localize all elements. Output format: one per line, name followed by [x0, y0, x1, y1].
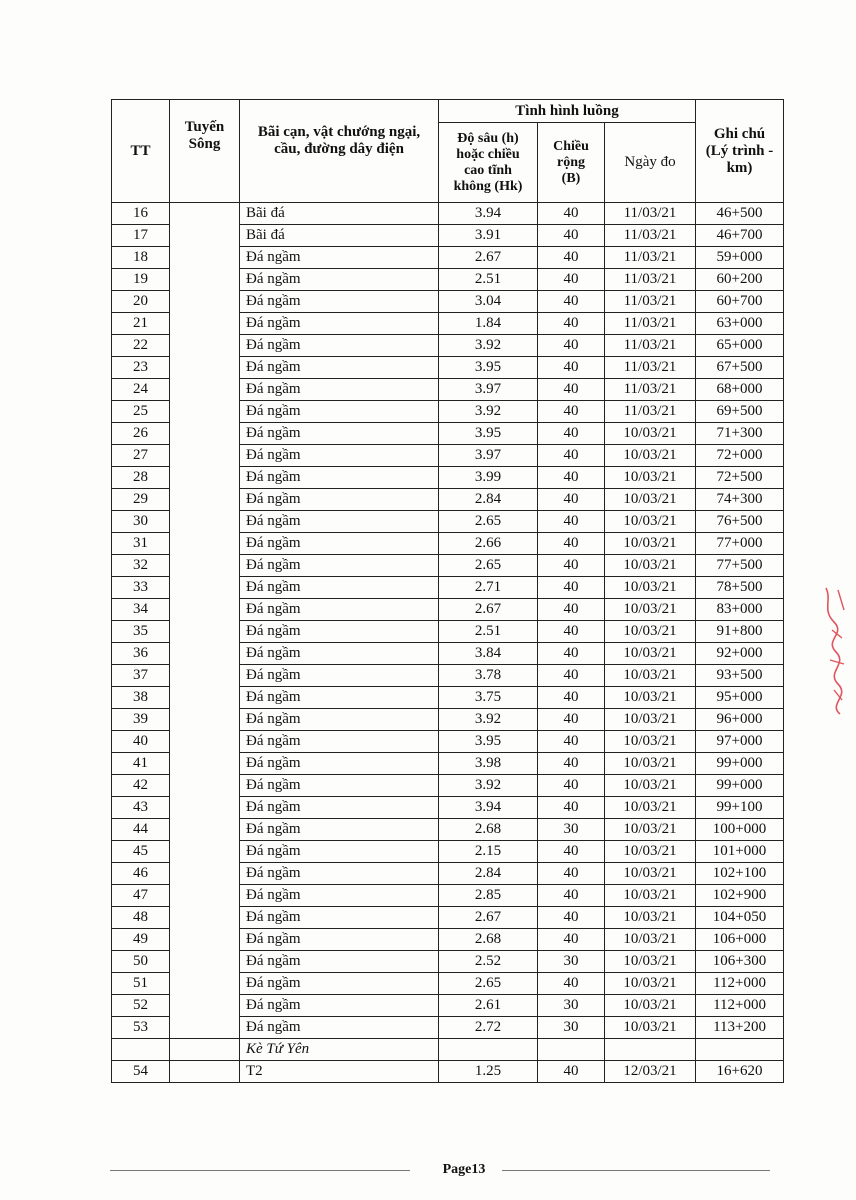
cell-date: 10/03/21: [605, 775, 696, 797]
cell-depth: 2.85: [439, 885, 538, 907]
cell-date: 10/03/21: [605, 951, 696, 973]
cell-date: 11/03/21: [605, 357, 696, 379]
cell-tt: 48: [112, 907, 170, 929]
cell-km: 78+500: [696, 577, 784, 599]
cell-name: T2: [240, 1061, 439, 1083]
cell-depth: 3.95: [439, 357, 538, 379]
cell-depth: 2.72: [439, 1017, 538, 1039]
cell-km: 106+000: [696, 929, 784, 951]
cell-name: Đá ngầm: [240, 687, 439, 709]
cell-tt: 18: [112, 247, 170, 269]
cell-depth: 2.52: [439, 951, 538, 973]
cell-km: 97+000: [696, 731, 784, 753]
cell-km: 101+000: [696, 841, 784, 863]
cell-date: 11/03/21: [605, 313, 696, 335]
cell-tt: 45: [112, 841, 170, 863]
cell-width: 40: [538, 291, 605, 313]
cell-depth: 2.84: [439, 489, 538, 511]
cell-depth: 3.92: [439, 775, 538, 797]
header-bai-can: Bãi cạn, vật chướng ngại, cầu, đường dây điện: [240, 100, 439, 203]
cell-date: 10/03/21: [605, 423, 696, 445]
cell-width: 40: [538, 775, 605, 797]
table-row: [112, 1061, 784, 1083]
cell-date: 10/03/21: [605, 599, 696, 621]
cell-width: 40: [538, 203, 605, 225]
cell-name: Đá ngầm: [240, 819, 439, 841]
cell-km: 99+000: [696, 775, 784, 797]
cell-name: Đá ngầm: [240, 731, 439, 753]
cell-km: 96+000: [696, 709, 784, 731]
cell-date: 10/03/21: [605, 489, 696, 511]
cell-tt: 30: [112, 511, 170, 533]
cell-width: 30: [538, 819, 605, 841]
cell-name: Đá ngầm: [240, 951, 439, 973]
section-label: Kè Tứ Yên: [240, 1039, 439, 1061]
cell-tt: 46: [112, 863, 170, 885]
cell-width: 40: [538, 797, 605, 819]
cell-width: 40: [538, 665, 605, 687]
cell-km: 72+500: [696, 467, 784, 489]
empty-cell: [696, 1039, 784, 1061]
cell-tt: 24: [112, 379, 170, 401]
cell-date: 11/03/21: [605, 247, 696, 269]
cell-name: Đá ngầm: [240, 709, 439, 731]
cell-depth: 3.99: [439, 467, 538, 489]
cell-km: 112+000: [696, 995, 784, 1017]
cell-date: 10/03/21: [605, 841, 696, 863]
cell-km: 112+000: [696, 973, 784, 995]
cell-date: 10/03/21: [605, 929, 696, 951]
cell-date: 10/03/21: [605, 819, 696, 841]
cell-tt: 38: [112, 687, 170, 709]
cell-width: 40: [538, 445, 605, 467]
cell-name: Đá ngầm: [240, 797, 439, 819]
cell-date: 10/03/21: [605, 687, 696, 709]
footer-divider-right: [502, 1170, 770, 1171]
cell-km: 91+800: [696, 621, 784, 643]
cell-tt: 37: [112, 665, 170, 687]
header-tt: TT: [112, 100, 170, 203]
cell-km: 93+500: [696, 665, 784, 687]
cell-name: Đá ngầm: [240, 445, 439, 467]
cell-width: 40: [538, 599, 605, 621]
cell-name: Đá ngầm: [240, 973, 439, 995]
cell-name: Đá ngầm: [240, 665, 439, 687]
cell-km: 74+300: [696, 489, 784, 511]
cell-tt: 41: [112, 753, 170, 775]
cell-width: 40: [538, 247, 605, 269]
cell-km: 102+900: [696, 885, 784, 907]
cell-width: 40: [538, 1061, 605, 1083]
cell-date: 10/03/21: [605, 621, 696, 643]
cell-width: 40: [538, 269, 605, 291]
cell-width: 30: [538, 951, 605, 973]
cell-tt: 25: [112, 401, 170, 423]
cell-depth: 1.25: [439, 1061, 538, 1083]
river-status-table-container: [111, 99, 783, 1083]
cell-name: Đá ngầm: [240, 863, 439, 885]
cell-depth: 2.65: [439, 555, 538, 577]
cell-tt: 49: [112, 929, 170, 951]
cell-depth: 2.71: [439, 577, 538, 599]
cell-width: 40: [538, 555, 605, 577]
cell-width: 40: [538, 511, 605, 533]
cell-tt: 27: [112, 445, 170, 467]
header-tinh-hinh-luong: Tình hình luồng: [439, 100, 696, 123]
cell-name: Đá ngầm: [240, 291, 439, 313]
cell-depth: 3.97: [439, 379, 538, 401]
cell-date: 10/03/21: [605, 973, 696, 995]
cell-width: 40: [538, 577, 605, 599]
cell-depth: 3.92: [439, 401, 538, 423]
empty-cell: [439, 1039, 538, 1061]
cell-km: 59+000: [696, 247, 784, 269]
cell-name: Đá ngầm: [240, 775, 439, 797]
page-number: Page13: [442, 1162, 486, 1177]
cell-date: 10/03/21: [605, 467, 696, 489]
cell-tt: 28: [112, 467, 170, 489]
empty-cell: [170, 1039, 240, 1061]
cell-depth: 2.68: [439, 929, 538, 951]
cell-name: Đá ngầm: [240, 841, 439, 863]
cell-km: 104+050: [696, 907, 784, 929]
cell-km: 63+000: [696, 313, 784, 335]
cell-tt: 40: [112, 731, 170, 753]
cell-km: 46+700: [696, 225, 784, 247]
cell-tt: 20: [112, 291, 170, 313]
cell-km: 60+700: [696, 291, 784, 313]
cell-tt: 23: [112, 357, 170, 379]
cell-name: Đá ngầm: [240, 907, 439, 929]
cell-km: 106+300: [696, 951, 784, 973]
cell-name: Đá ngầm: [240, 885, 439, 907]
cell-depth: 2.65: [439, 973, 538, 995]
cell-date: 10/03/21: [605, 643, 696, 665]
cell-tt: 32: [112, 555, 170, 577]
cell-km: 46+500: [696, 203, 784, 225]
cell-name: Đá ngầm: [240, 555, 439, 577]
cell-name: Đá ngầm: [240, 621, 439, 643]
cell-name: Đá ngầm: [240, 467, 439, 489]
cell-width: 40: [538, 753, 605, 775]
cell-name: Đá ngầm: [240, 269, 439, 291]
cell-name: Đá ngầm: [240, 423, 439, 445]
cell-depth: 3.98: [439, 753, 538, 775]
cell-km: 16+620: [696, 1061, 784, 1083]
cell-date: 11/03/21: [605, 379, 696, 401]
cell-width: 40: [538, 357, 605, 379]
cell-width: 40: [538, 643, 605, 665]
empty-cell: [605, 1039, 696, 1061]
cell-name: Đá ngầm: [240, 1017, 439, 1039]
cell-width: 40: [538, 709, 605, 731]
cell-width: 40: [538, 489, 605, 511]
cell-tt: 51: [112, 973, 170, 995]
cell-depth: 3.04: [439, 291, 538, 313]
cell-km: 68+000: [696, 379, 784, 401]
cell-width: 40: [538, 313, 605, 335]
cell-name: Đá ngầm: [240, 313, 439, 335]
cell-km: 76+500: [696, 511, 784, 533]
cell-tt: 21: [112, 313, 170, 335]
cell-tt: 34: [112, 599, 170, 621]
table-body: [112, 203, 784, 1083]
cell-depth: 3.92: [439, 709, 538, 731]
cell-width: 40: [538, 533, 605, 555]
cell-date: 11/03/21: [605, 335, 696, 357]
header-tuyen-song: Tuyến Sông: [170, 100, 240, 203]
cell-width: 40: [538, 841, 605, 863]
cell-width: 40: [538, 863, 605, 885]
cell-width: 40: [538, 973, 605, 995]
cell-date: 10/03/21: [605, 665, 696, 687]
cell-km: 77+500: [696, 555, 784, 577]
header-chieu-rong: Chiều rộng (B): [538, 123, 605, 203]
cell-tt: 16: [112, 203, 170, 225]
cell-name: Đá ngầm: [240, 379, 439, 401]
cell-date: 10/03/21: [605, 445, 696, 467]
cell-name: Đá ngầm: [240, 401, 439, 423]
cell-tt: 50: [112, 951, 170, 973]
cell-date: 10/03/21: [605, 753, 696, 775]
cell-width: 40: [538, 401, 605, 423]
cell-width: 40: [538, 929, 605, 951]
cell-width: 30: [538, 1017, 605, 1039]
cell-date: 10/03/21: [605, 709, 696, 731]
header-do-sau: Độ sâu (h) hoặc chiều cao tĩnh không (Hk): [439, 123, 538, 203]
cell-tt: 44: [112, 819, 170, 841]
cell-date: 10/03/21: [605, 577, 696, 599]
river-status-table: [111, 99, 784, 1083]
cell-width: 40: [538, 225, 605, 247]
cell-width: 40: [538, 885, 605, 907]
empty-cell: [112, 1039, 170, 1061]
cell-km: 65+000: [696, 335, 784, 357]
cell-depth: 2.68: [439, 819, 538, 841]
cell-depth: 2.84: [439, 863, 538, 885]
footer-divider-left: [110, 1170, 410, 1171]
cell-depth: 3.95: [439, 423, 538, 445]
cell-km: 69+500: [696, 401, 784, 423]
cell-tt: 19: [112, 269, 170, 291]
cell-km: 100+000: [696, 819, 784, 841]
handwritten-signature-mark: [818, 580, 852, 720]
cell-tt: 31: [112, 533, 170, 555]
cell-date: 10/03/21: [605, 885, 696, 907]
cell-km: 72+000: [696, 445, 784, 467]
cell-date: 11/03/21: [605, 291, 696, 313]
cell-width: 40: [538, 731, 605, 753]
cell-date: 10/03/21: [605, 555, 696, 577]
page-footer: [110, 1162, 770, 1182]
cell-tt: 26: [112, 423, 170, 445]
cell-tt: 22: [112, 335, 170, 357]
cell-depth: 2.67: [439, 247, 538, 269]
cell-tt: 42: [112, 775, 170, 797]
cell-date: 10/03/21: [605, 731, 696, 753]
cell-depth: 3.97: [439, 445, 538, 467]
cell-name: Bãi đá: [240, 203, 439, 225]
cell-name: Đá ngầm: [240, 489, 439, 511]
cell-name: Đá ngầm: [240, 357, 439, 379]
cell-tt: 29: [112, 489, 170, 511]
cell-depth: 2.65: [439, 511, 538, 533]
cell-tuyen-song: [170, 203, 240, 1039]
cell-depth: 3.78: [439, 665, 538, 687]
cell-depth: 3.94: [439, 203, 538, 225]
cell-name: Đá ngầm: [240, 577, 439, 599]
cell-depth: 3.75: [439, 687, 538, 709]
cell-date: 10/03/21: [605, 1017, 696, 1039]
cell-depth: 2.67: [439, 907, 538, 929]
cell-depth: 1.84: [439, 313, 538, 335]
cell-depth: 2.61: [439, 995, 538, 1017]
cell-width: 40: [538, 379, 605, 401]
cell-km: 71+300: [696, 423, 784, 445]
header-ngay-do: Ngày đo: [605, 123, 696, 203]
cell-date: 10/03/21: [605, 797, 696, 819]
cell-depth: 2.51: [439, 621, 538, 643]
cell-date: 10/03/21: [605, 533, 696, 555]
cell-tt: 39: [112, 709, 170, 731]
cell-tt: 43: [112, 797, 170, 819]
cell-tt: 52: [112, 995, 170, 1017]
cell-date: 12/03/21: [605, 1061, 696, 1083]
cell-width: 40: [538, 423, 605, 445]
cell-depth: 2.51: [439, 269, 538, 291]
cell-name: Đá ngầm: [240, 599, 439, 621]
header-ghi-chu: Ghi chú (Lý trình - km): [696, 100, 784, 203]
cell-km: 60+200: [696, 269, 784, 291]
cell-km: 99+100: [696, 797, 784, 819]
cell-tt: 54: [112, 1061, 170, 1083]
table-header: [112, 100, 784, 203]
cell-name: Đá ngầm: [240, 247, 439, 269]
cell-km: 83+000: [696, 599, 784, 621]
cell-tt: 33: [112, 577, 170, 599]
cell-depth: 3.92: [439, 335, 538, 357]
cell-tt: 17: [112, 225, 170, 247]
cell-depth: 2.67: [439, 599, 538, 621]
cell-width: 40: [538, 335, 605, 357]
cell-km: 92+000: [696, 643, 784, 665]
cell-name: Đá ngầm: [240, 753, 439, 775]
cell-date: 11/03/21: [605, 269, 696, 291]
cell-name: Đá ngầm: [240, 511, 439, 533]
cell-depth: 2.15: [439, 841, 538, 863]
cell-tuyen-song: [170, 1061, 240, 1083]
cell-name: Bãi đá: [240, 225, 439, 247]
cell-width: 40: [538, 467, 605, 489]
table-row: [112, 203, 784, 225]
cell-km: 102+100: [696, 863, 784, 885]
cell-tt: 53: [112, 1017, 170, 1039]
cell-width: 40: [538, 687, 605, 709]
cell-tt: 36: [112, 643, 170, 665]
cell-name: Đá ngầm: [240, 643, 439, 665]
cell-name: Đá ngầm: [240, 335, 439, 357]
cell-width: 30: [538, 995, 605, 1017]
cell-name: Đá ngầm: [240, 929, 439, 951]
cell-km: 99+000: [696, 753, 784, 775]
cell-date: 11/03/21: [605, 225, 696, 247]
cell-depth: 3.95: [439, 731, 538, 753]
cell-date: 10/03/21: [605, 511, 696, 533]
cell-date: 11/03/21: [605, 401, 696, 423]
cell-date: 10/03/21: [605, 907, 696, 929]
cell-date: 11/03/21: [605, 203, 696, 225]
cell-tt: 35: [112, 621, 170, 643]
section-row: [112, 1039, 784, 1061]
cell-depth: 2.66: [439, 533, 538, 555]
cell-name: Đá ngầm: [240, 533, 439, 555]
cell-width: 40: [538, 621, 605, 643]
cell-name: Đá ngầm: [240, 995, 439, 1017]
cell-date: 10/03/21: [605, 863, 696, 885]
cell-depth: 3.84: [439, 643, 538, 665]
empty-cell: [538, 1039, 605, 1061]
cell-date: 10/03/21: [605, 995, 696, 1017]
cell-depth: 3.91: [439, 225, 538, 247]
cell-km: 95+000: [696, 687, 784, 709]
cell-km: 113+200: [696, 1017, 784, 1039]
cell-tt: 47: [112, 885, 170, 907]
cell-km: 77+000: [696, 533, 784, 555]
cell-km: 67+500: [696, 357, 784, 379]
cell-width: 40: [538, 907, 605, 929]
cell-depth: 3.94: [439, 797, 538, 819]
